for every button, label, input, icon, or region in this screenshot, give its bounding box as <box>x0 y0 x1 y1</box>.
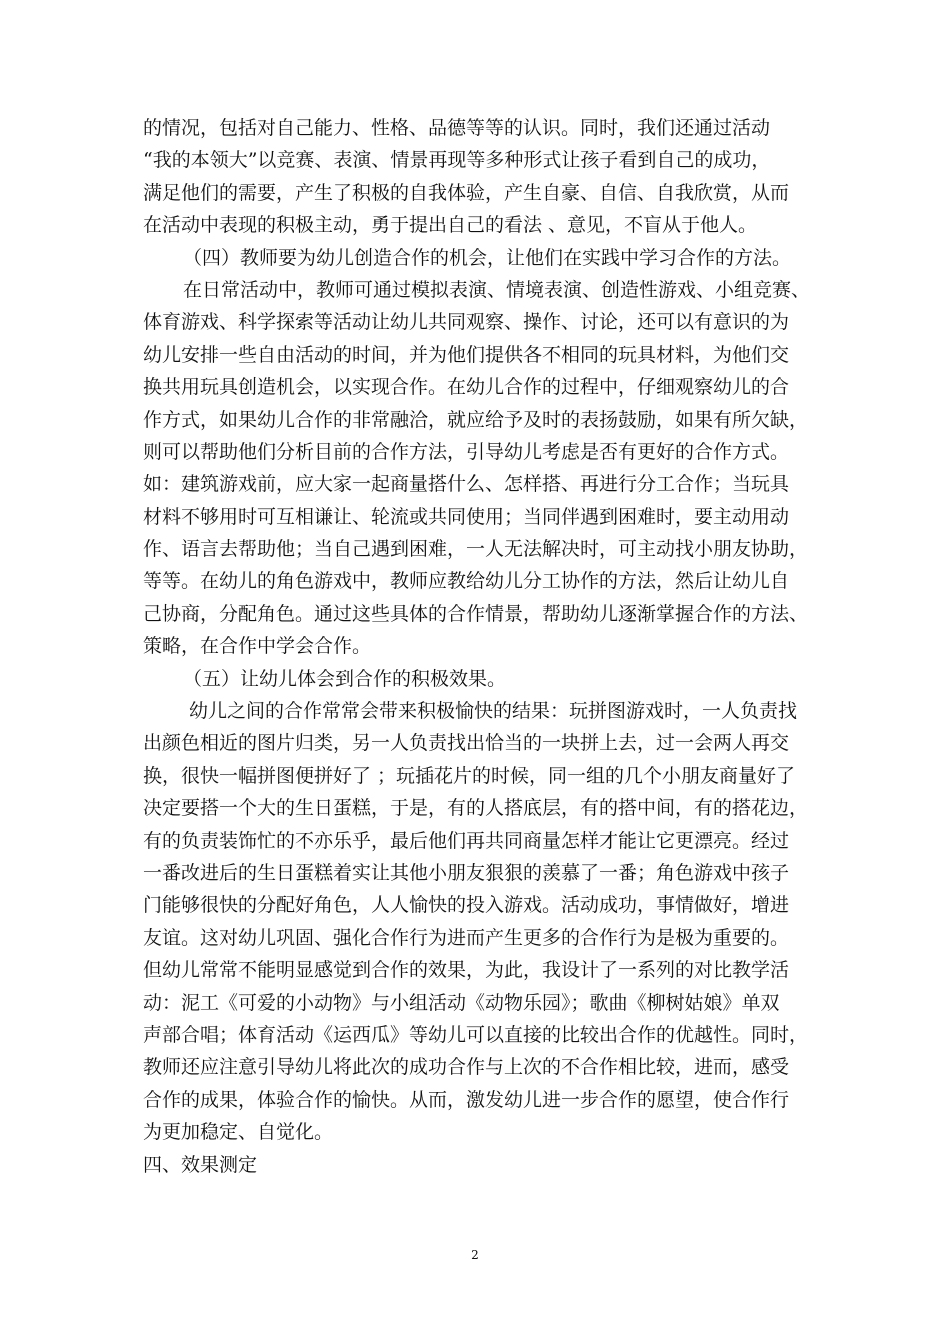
text-line: 在活动中表现的积极主动，勇于提出自己的看法 、意见，不盲从于他人。 <box>143 214 758 237</box>
text-line: 幼儿安排一些自由活动的时间，并为他们提供各不相同的玩具材料，为他们交 <box>143 343 790 366</box>
text-line: （五）让幼儿体会到合作的积极效果。 <box>183 667 507 690</box>
text-line: 材料不够用时可互相谦让、轮流或共同使用；当同伴遇到困难时，要主动用动 <box>143 505 790 528</box>
text-line: 有的负责装饰忙的不亦乐乎，最后他们再共同商量怎样才能让它更漂亮。经过 <box>143 829 790 852</box>
text-line: 友谊。这对幼儿巩固、强化合作行为进而产生更多的合作行为是极为重要的。 <box>143 926 790 949</box>
body-text <box>143 112 811 1181</box>
text-line: 合作的成果，体验合作的愉快。从而，激发幼儿进一步合作的愿望，使合作行 <box>143 1088 790 1111</box>
text-line: 但幼儿常常不能明显感觉到合作的效果，为此，我设计了一系列的对比教学活 <box>143 959 790 982</box>
text-line: 等等。在幼儿的角色游戏中，教师应教给幼儿分工协作的方法，然后让幼儿自 <box>143 570 790 593</box>
text-line: 一番改进后的生日蛋糕着实让其他小朋友狠狠的羡慕了一番；角色游戏中孩子 <box>143 861 790 884</box>
page-number: 2 <box>471 1248 479 1262</box>
text-line: 如：建筑游戏前，应大家一起商量搭什么、怎样搭、再进行分工合作；当玩具 <box>143 473 790 496</box>
text-line: “我的本领大”以竞赛、表演、情景再现等多种形式让孩子看到自己的成功， <box>143 149 771 172</box>
text-line: 作、语言去帮助他；当自己遇到困难，一人无法解决时，可主动找小朋友协助， <box>143 538 809 561</box>
text-line: 动：泥工《可爱的小动物》与小组活动《动物乐园》；歌曲《柳树姑娘》单双 <box>143 991 780 1014</box>
text-line: 声部合唱；体育活动《运西瓜》等幼儿可以直接的比较出合作的优越性。同时， <box>143 1023 809 1046</box>
text-line: 策略，在合作中学会合作。 <box>143 635 372 658</box>
text-line: 的情况，包括对自己能力、性格、品德等等的认识。同时，我们还通过活动 <box>143 117 771 139</box>
text-line: 决定要搭一个大的生日蛋糕，于是，有的人搭底层，有的搭中间，有的搭花边， <box>143 797 809 820</box>
text-line: 门能够很快的分配好角色，人人愉快的投入游戏。活动成功，事情做好，增进 <box>143 894 790 917</box>
text-line: （四）教师要为幼儿创造合作的机会，让他们在实践中学习合作的方法。 <box>183 246 792 269</box>
text-line: 换，很快一幅拼图便拼好了 ；玩插花片的时候，同一组的几个小朋友商量好了 <box>143 764 796 787</box>
text-line: 四、效果测定 <box>143 1153 258 1176</box>
text-line: 作方式，如果幼儿合作的非常融洽，就应给予及时的表扬鼓励，如果有所欠缺， <box>143 408 809 431</box>
text-line: 在日常活动中，教师可通过模拟表演、情境表演、创造性游戏、小组竞赛、 <box>183 278 811 301</box>
text-line: 体育游戏、科学探索等活动让幼儿共同观察、操作、讨论，还可以有意识的为 <box>143 311 790 334</box>
text-line: 幼儿之间的合作常常会带来积极愉快的结果：玩拼图游戏时，一人负责找 <box>189 700 798 723</box>
text-line: 出颜色相近的图片归类，另一人负责找出恰当的一块拼上去，过一会两人再交 <box>143 732 790 755</box>
text-line: 己协商，分配角色。通过这些具体的合作情景，帮助幼儿逐渐掌握合作的方法、 <box>143 602 809 625</box>
text-line: 为更加稳定、自觉化。 <box>143 1121 334 1144</box>
text-line: 满足他们的需要，产生了积极的自我体验，产生自豪、自信、自我欣赏，从而 <box>143 181 790 204</box>
text-line: 则可以帮助他们分析目前的合作方法，引导幼儿考虑是否有更好的合作方式。 <box>143 440 790 463</box>
text-line: 教师还应注意引导幼儿将此次的成功合作与上次的不合作相比较，进而，感受 <box>143 1056 790 1079</box>
text-line: 换共用玩具创造机会，以实现合作。在幼儿合作的过程中，仔细观察幼儿的合 <box>143 376 790 399</box>
